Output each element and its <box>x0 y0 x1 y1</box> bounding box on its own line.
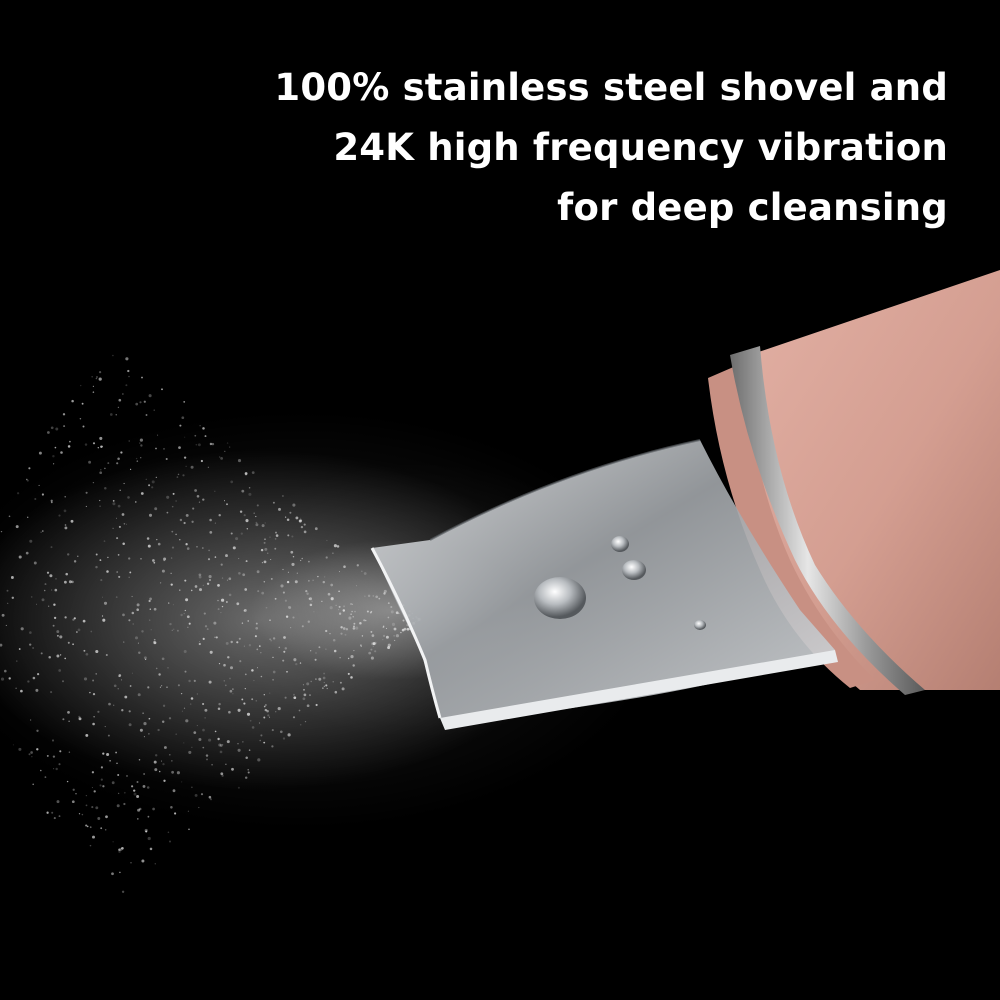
headline-line-1: 100% stainless steel shovel and <box>274 66 948 109</box>
headline-line-3: for deep cleansing <box>557 186 948 229</box>
headline-line-2: 24K high frequency vibration <box>333 126 948 169</box>
water-droplet <box>611 536 629 552</box>
headline <box>228 58 948 238</box>
water-droplet <box>534 577 586 619</box>
water-droplet <box>694 620 706 630</box>
water-droplet <box>622 560 646 580</box>
